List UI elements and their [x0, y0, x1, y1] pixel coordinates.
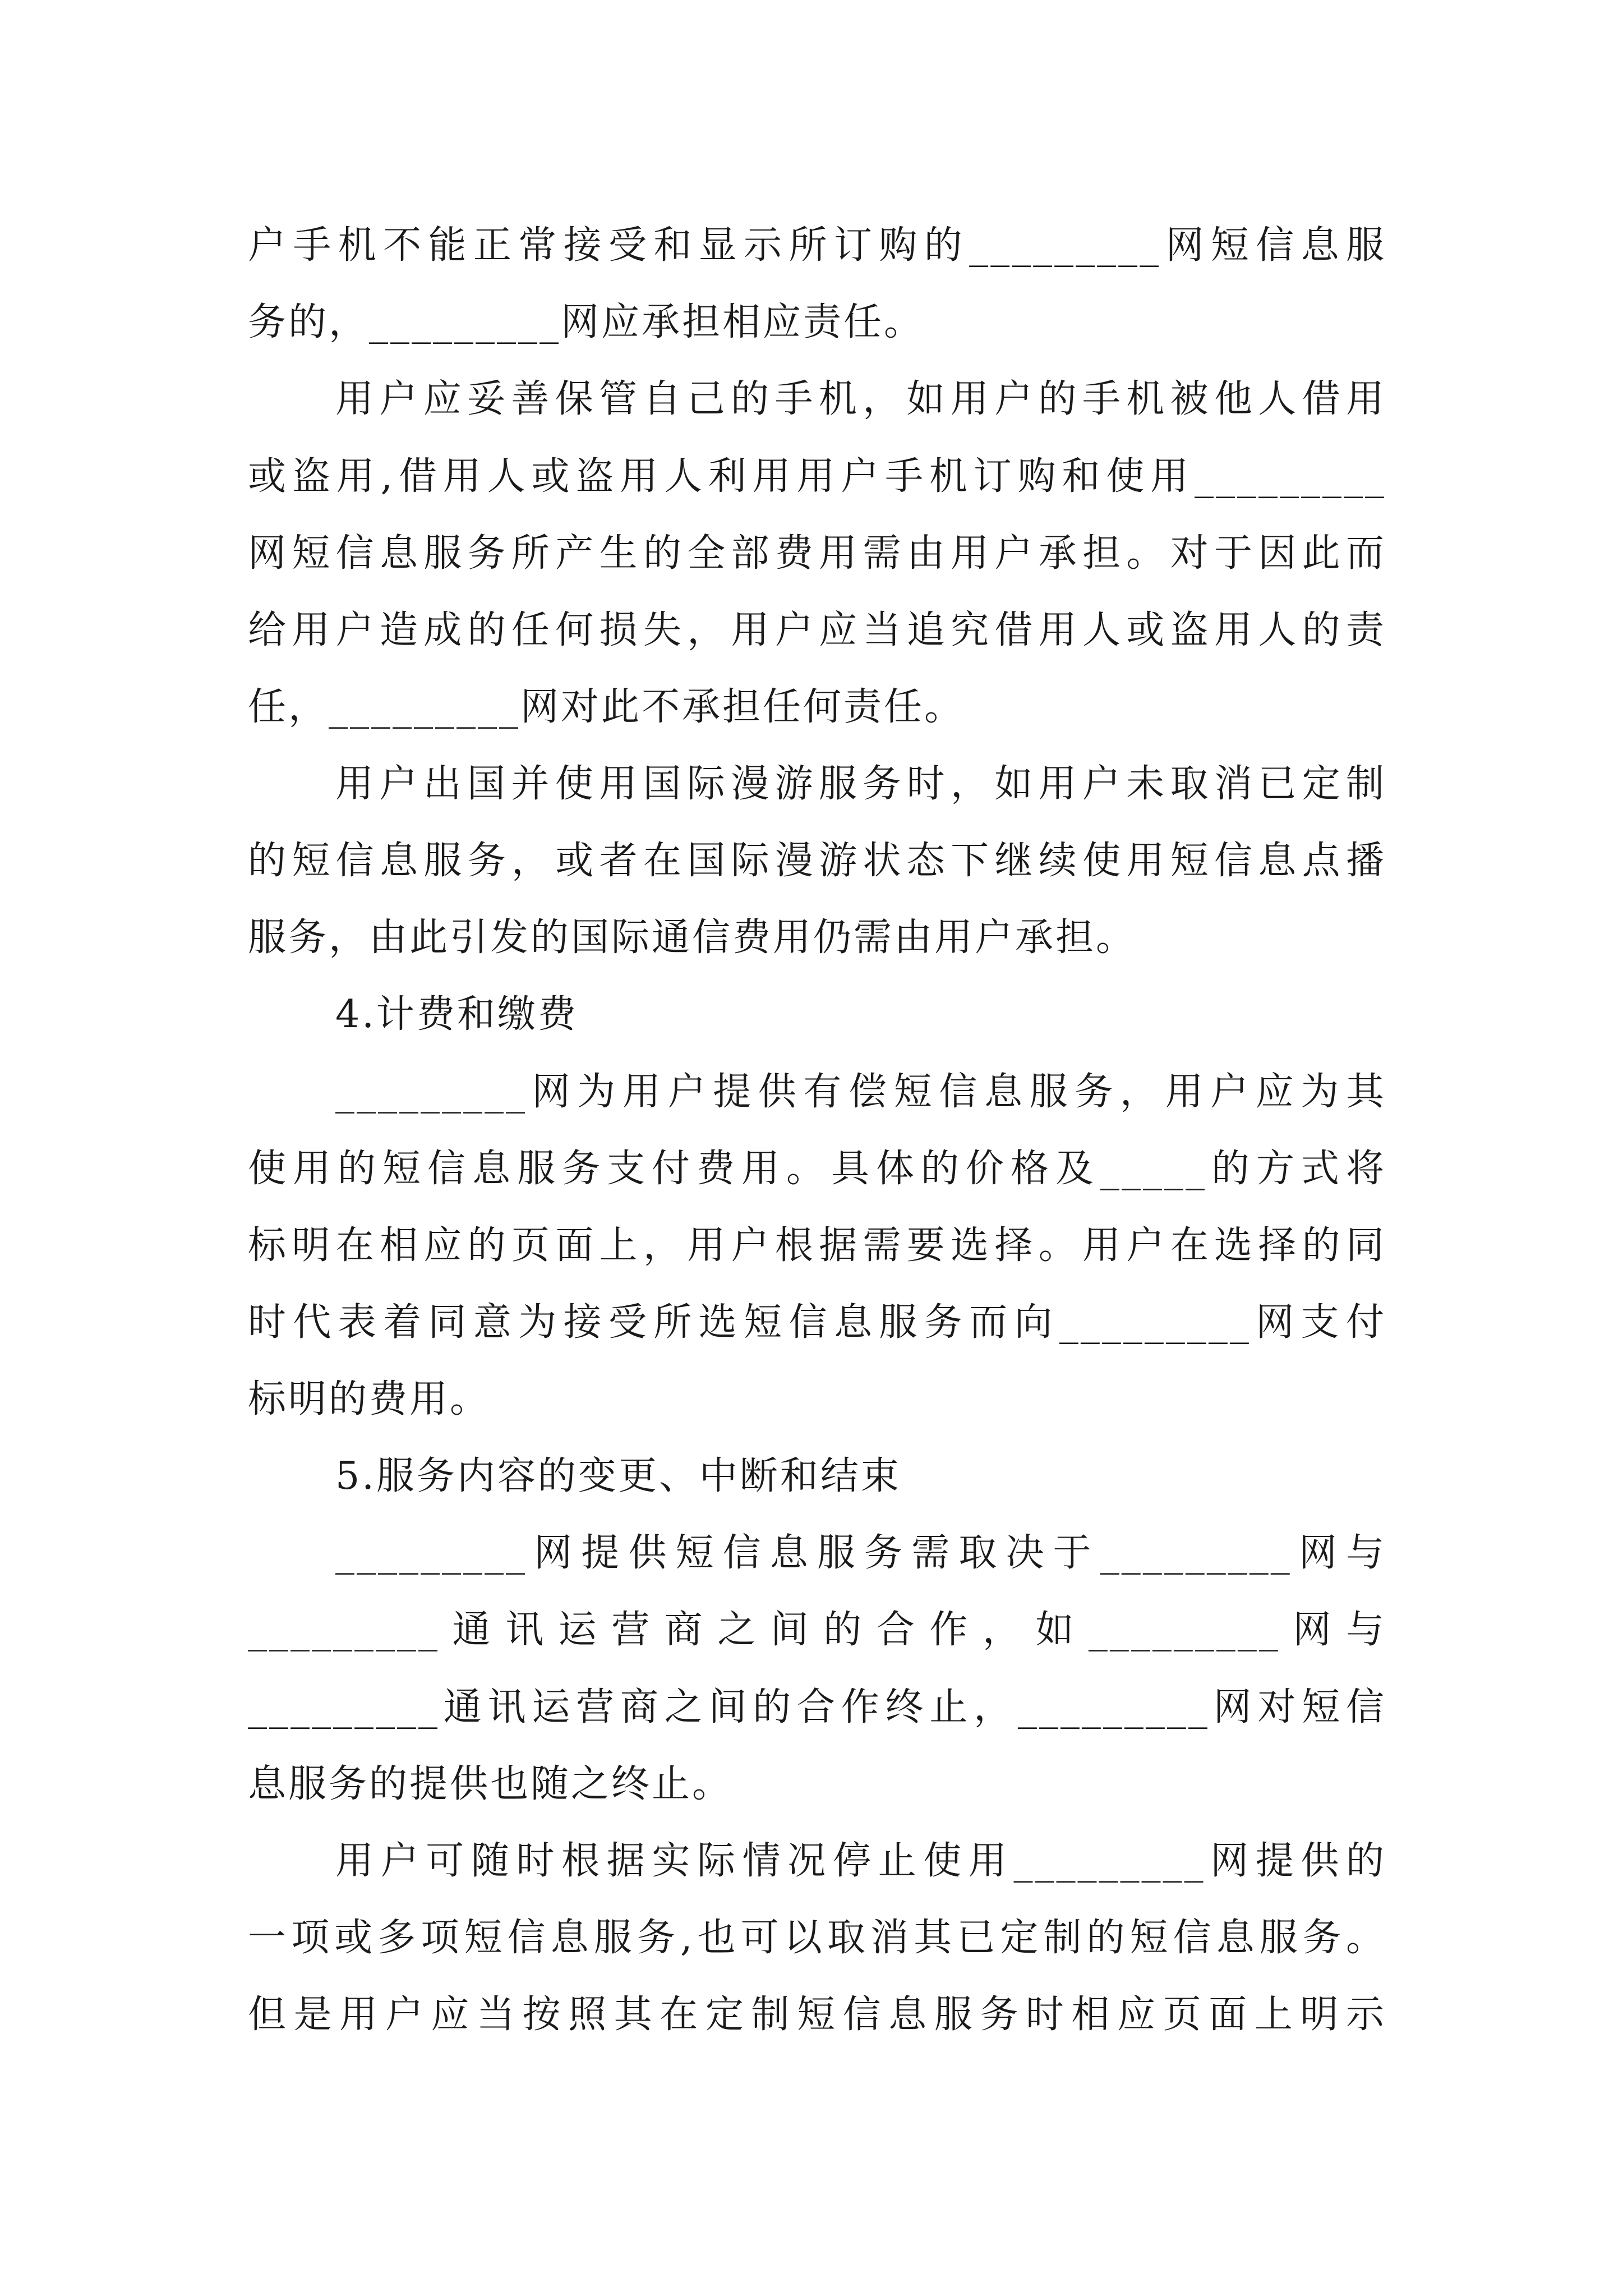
text-line: _________通讯运营商之间的合作，如_________网与	[248, 1608, 1386, 1652]
text-line: 服务，由此引发的国际通信费用仍需由用户承担。	[248, 915, 1137, 960]
text-line: 网短信息服务所产生的全部费用需由用户承担。对于因此而	[248, 531, 1386, 576]
text-line: 任，_________网对此不承担任何责任。	[248, 685, 965, 729]
text-line: _________网为用户提供有偿短信息服务，用户应为其	[335, 1070, 1386, 1114]
text-line: 使用的短信息服务支付费用。具体的价格及_____的方式将	[248, 1147, 1386, 1191]
text-line: 息服务的提供也随之终止。	[248, 1762, 733, 1806]
text-line: 的短信息服务，或者在国际漫游状态下继续使用短信息点播	[248, 839, 1386, 883]
text-line: 时代表着同意为接受所选短信息服务而向_________网支付	[248, 1300, 1386, 1345]
text-line: 务的，_________网应承担相应责任。	[248, 300, 925, 344]
text-line: 用户应妥善保管自己的手机，如用户的手机被他人借用	[335, 377, 1386, 421]
section-heading: 4.计费和缴费	[335, 992, 578, 1037]
text-line: 用户可随时根据实际情况停止使用_________网提供的	[335, 1839, 1386, 1883]
text-line: 用户出国并使用国际漫游服务时，如用户未取消已定制	[335, 762, 1386, 806]
text-line: _________通讯运营商之间的合作终止，_________网对短信	[248, 1685, 1386, 1729]
text-line: _________网提供短信息服务需取决于_________网与	[335, 1531, 1386, 1575]
text-line: 标明的费用。	[248, 1377, 491, 1421]
text-line: 户手机不能正常接受和显示所订购的_________网短信息服	[248, 223, 1386, 268]
text-line: 标明在相应的页面上，用户根据需要选择。用户在选择的同	[248, 1223, 1386, 1268]
text-line: 给用户造成的任何损失，用户应当追究借用人或盗用人的责	[248, 608, 1386, 652]
text-line: 但是用户应当按照其在定制短信息服务时相应页面上明示	[248, 1993, 1386, 2037]
text-line: 或盗用,借用人或盗用人利用用户手机订购和使用_________	[248, 454, 1386, 499]
text-line: 一项或多项短信息服务,也可以取消其已定制的短信息服务。	[248, 1916, 1386, 1960]
section-heading: 5.服务内容的变更、中断和结束	[335, 1454, 901, 1498]
